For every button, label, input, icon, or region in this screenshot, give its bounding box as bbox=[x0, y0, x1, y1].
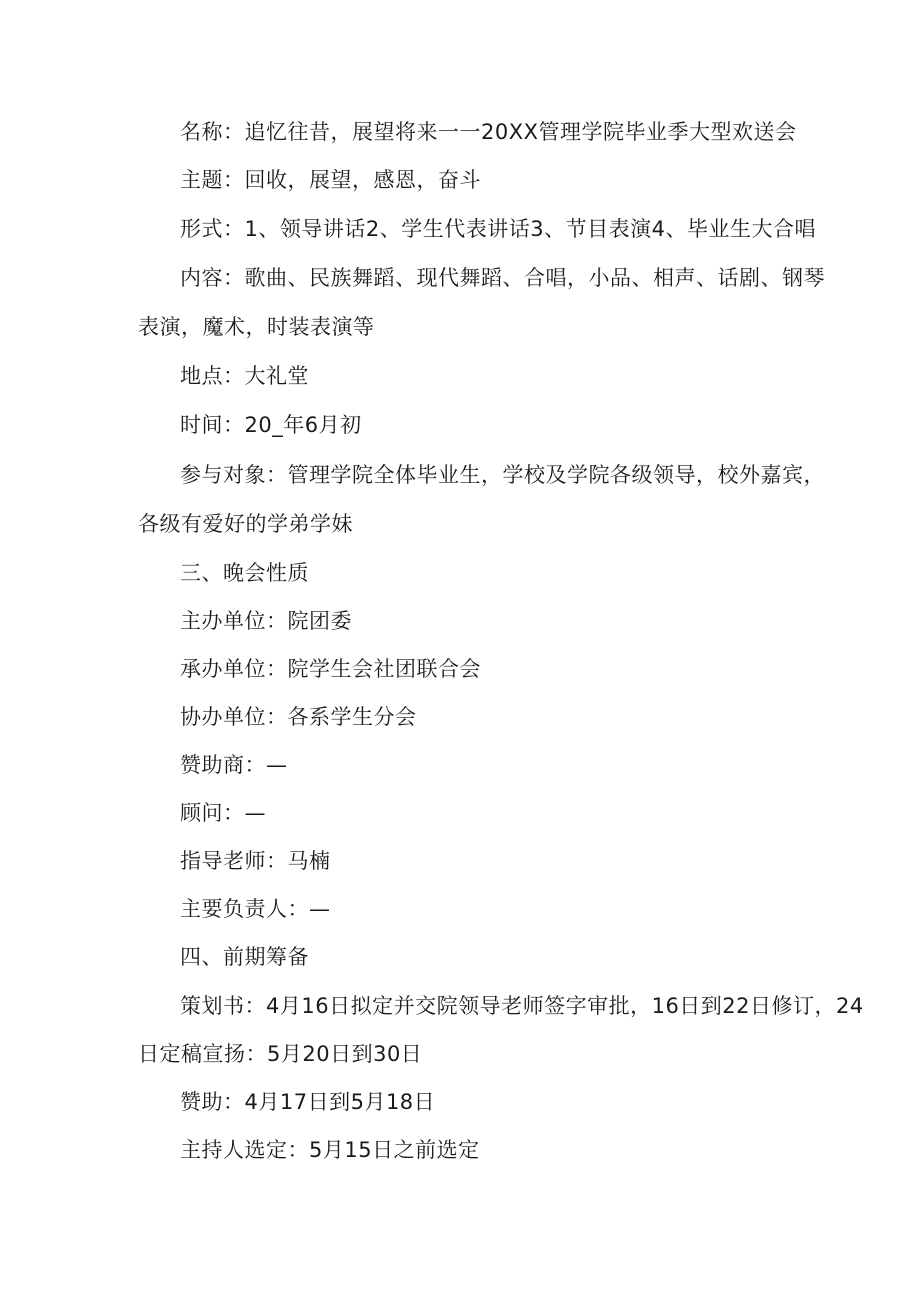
co-organizer-line: 协办单位：各系学生分会 bbox=[180, 705, 417, 729]
lead-person-line: 主要负责人：— bbox=[180, 897, 331, 921]
section-heading-preparation: 四、前期筹备 bbox=[180, 945, 309, 969]
event-location-line: 地点：大礼堂 bbox=[180, 364, 309, 388]
proposal-continuation: 日定稿宣扬：5月20日到30日 bbox=[138, 1042, 423, 1066]
organizer-unit-line: 承办单位：院学生会社团联合会 bbox=[180, 657, 481, 681]
event-theme-line: 主题：回收，展望，感恩，奋斗 bbox=[180, 168, 481, 192]
proposal-line: 策划书：4月16日拟定并交院领导老师签字审批，16日到22日修订，24 bbox=[180, 994, 864, 1018]
event-time-line: 时间：20_年6月初 bbox=[180, 413, 362, 437]
host-unit-line: 主办单位：院团委 bbox=[180, 609, 352, 633]
event-format-line: 形式：1、领导讲话2、学生代表讲话3、节目表演4、毕业生大合唱 bbox=[180, 217, 816, 241]
sponsorship-line: 赞助：4月17日到5月18日 bbox=[180, 1090, 436, 1114]
section-heading-nature: 三、晚会性质 bbox=[180, 561, 309, 585]
advisor-line: 顾问：— bbox=[180, 801, 266, 825]
participants-continuation: 各级有爱好的学弟学妹 bbox=[138, 512, 353, 536]
participants-line: 参与对象：管理学院全体毕业生，学校及学院各级领导，校外嘉宾， bbox=[180, 463, 825, 487]
instructor-line: 指导老师：马楠 bbox=[180, 849, 331, 873]
host-selection-line: 主持人选定：5月15日之前选定 bbox=[180, 1138, 480, 1162]
event-content-continuation: 表演，魔术，时装表演等 bbox=[138, 315, 375, 339]
event-name-line: 名称：追忆往昔，展望将来一一20XX管理学院毕业季大型欢送会 bbox=[180, 120, 797, 144]
event-content-line: 内容：歌曲、民族舞蹈、现代舞蹈、合唱，小品、相声、话剧、钢琴 bbox=[180, 266, 825, 290]
sponsor-line: 赞助商：— bbox=[180, 753, 288, 777]
